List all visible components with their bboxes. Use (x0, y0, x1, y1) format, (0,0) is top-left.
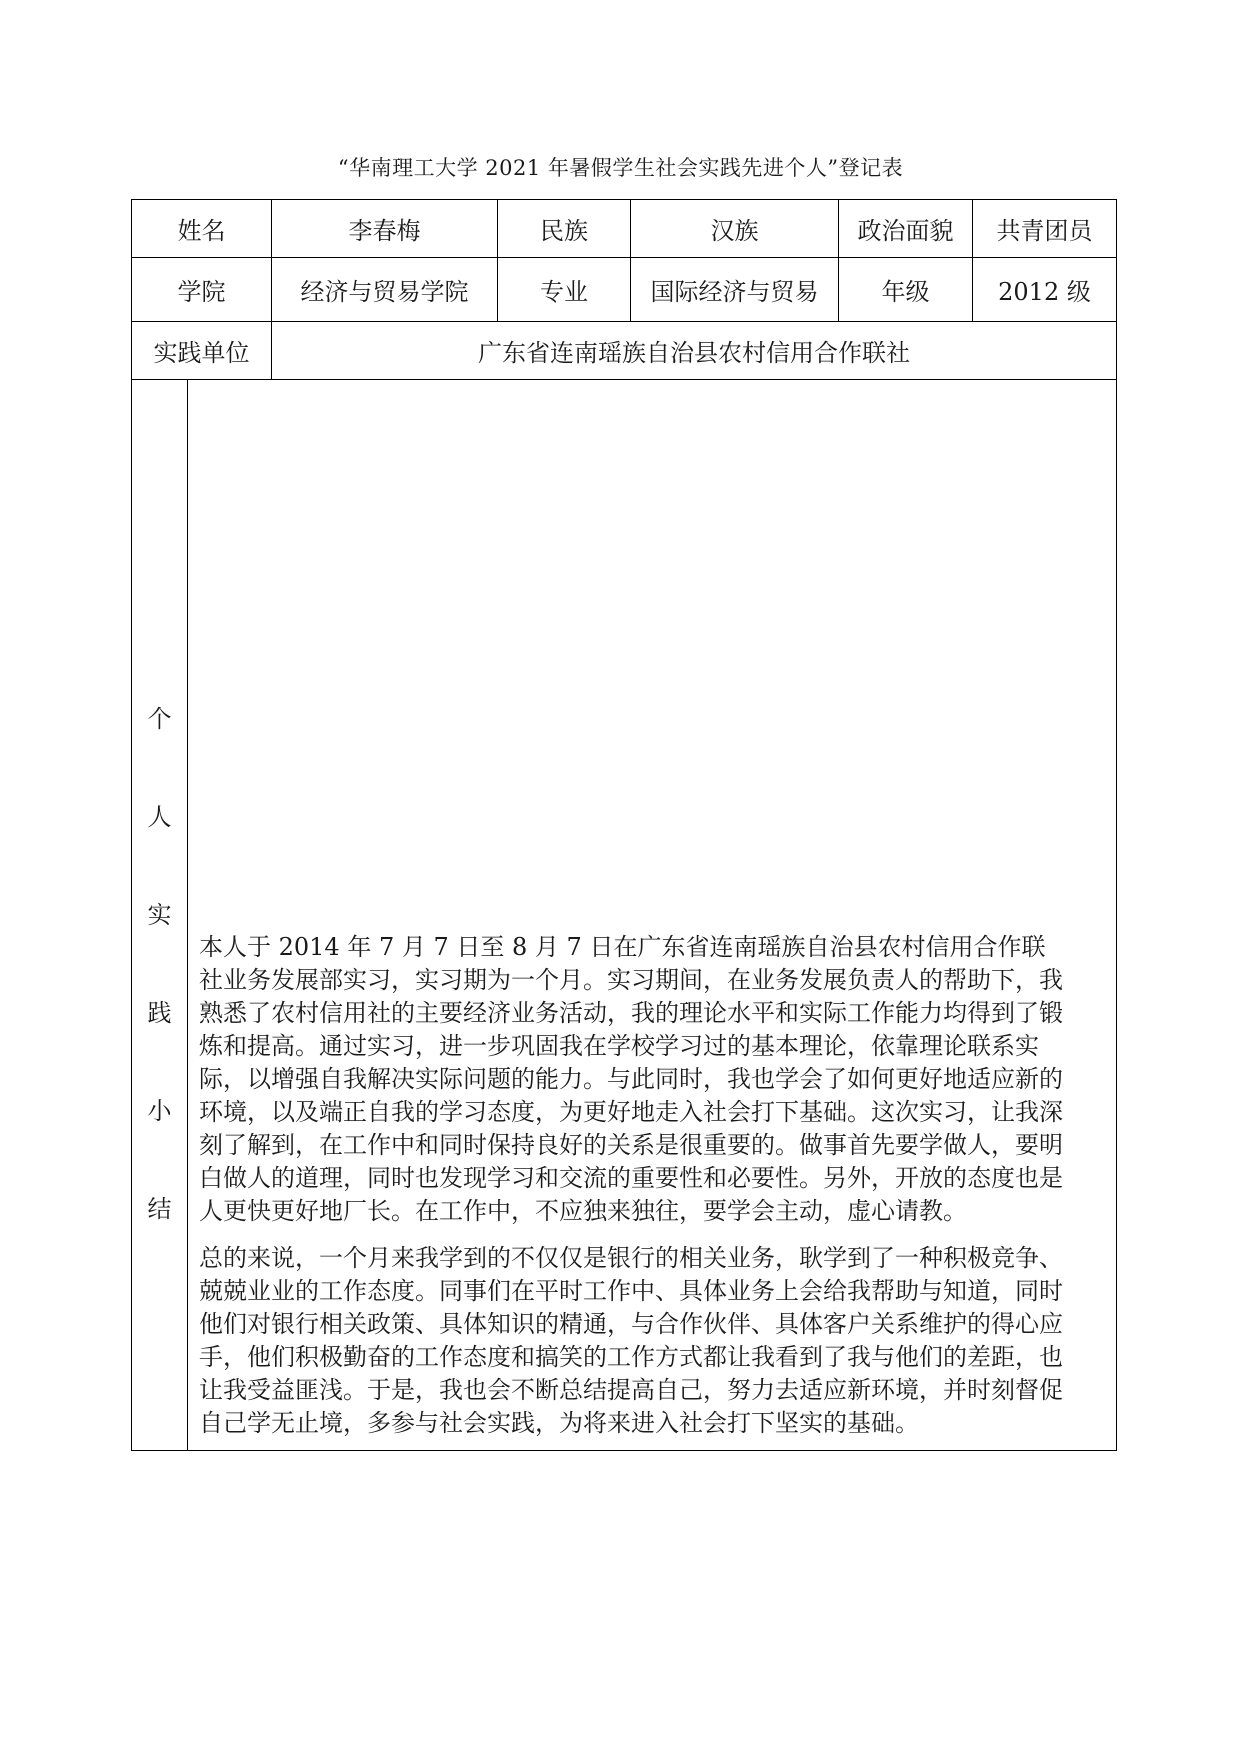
major-value: 国际经济与贸易 (631, 258, 839, 322)
form-row-summary (132, 380, 1117, 1451)
page-title: “华南理工大学 2021 年暑假学生社会实践先进个人”登记表 (337, 156, 904, 180)
grade-value: 2012 级 (973, 258, 1117, 322)
ethnicity-label: 民族 (498, 200, 631, 258)
summary-label-char: 人 (147, 803, 172, 831)
practice-unit-value: 广东省连南瑶族自治县农村信用合作联社 (272, 322, 1117, 380)
practice-unit-label: 实践单位 (132, 322, 272, 380)
registration-form-table (131, 199, 1117, 1451)
political-status-label: 政治面貌 (839, 200, 973, 258)
summary-label-char: 践 (147, 999, 172, 1027)
name-value: 李春梅 (272, 200, 498, 258)
name-label: 姓名 (132, 200, 272, 258)
summary-label-cell (132, 380, 188, 1451)
summary-label-char: 实 (147, 901, 172, 929)
form-row-academic (132, 258, 1117, 322)
summary-content-cell (188, 380, 1117, 1451)
grade-label: 年级 (839, 258, 973, 322)
summary-paragraph: 本人于 2014 年 7 月 7 日至 8 月 7 日在广东省连南瑶族自治县农村信用合作联社业务发展部实习，实习期为一个月。实习期间，在业务发展负责人的帮助下，我熟悉了农村信用社的主要经济业务活动，我的理论水平和实际工作能力均得到了锻炼和提高。通过实习，进一步巩固我在学校学习过的基本理论，依靠理论联系实际，以增强自我解决实际问题的能力。与此同时，我也学会了如何更好地适应新的环境，以及端正自我的学习态度，为更好地走入社会打下基础。这次实习，让我深刻了解到，在工作中和同时保持良好的关系是很重要的。做事首先要学做人，要明白做人的道理，同时也发现学习和交流的重要性和必要性。另外，开放的态度也是人更快更好地厂长。在工作中，不应独来独往，要学会主动，虚心请教。 (199, 933, 1063, 1225)
form-row-practice-unit (132, 322, 1117, 380)
summary-text (188, 931, 1116, 1450)
college-label: 学院 (132, 258, 272, 322)
political-status-value: 共青团员 (973, 200, 1117, 258)
summary-label-char: 个 (147, 705, 172, 733)
major-label: 专业 (498, 258, 631, 322)
summary-paragraph: 总的来说，一个月来我学到的不仅仅是银行的相关业务，耿学到了一种积极竞争、兢兢业业的工作态度。同事们在平时工作中、具体业务上会给我帮助与知道，同时他们对银行相关政策、具体知识的精通，与合作伙伴、具体客户关系维护的得心应手，他们积极勤奋的工作态度和搞笑的工作方式都让我看到了我与他们的差距，也让我受益匪浅。于是，我也会不断总结提高自己，努力去适应新环境，并时刻督促自己学无止境，多参与社会实践，为将来进入社会打下坚实的基础。 (199, 1244, 1063, 1437)
college-value: 经济与贸易学院 (272, 258, 498, 322)
summary-label-char: 小 (147, 1097, 172, 1125)
summary-vertical-label (132, 380, 187, 1450)
ethnicity-value: 汉族 (631, 200, 839, 258)
summary-label-char: 结 (147, 1195, 172, 1223)
form-row-personal (132, 200, 1117, 258)
